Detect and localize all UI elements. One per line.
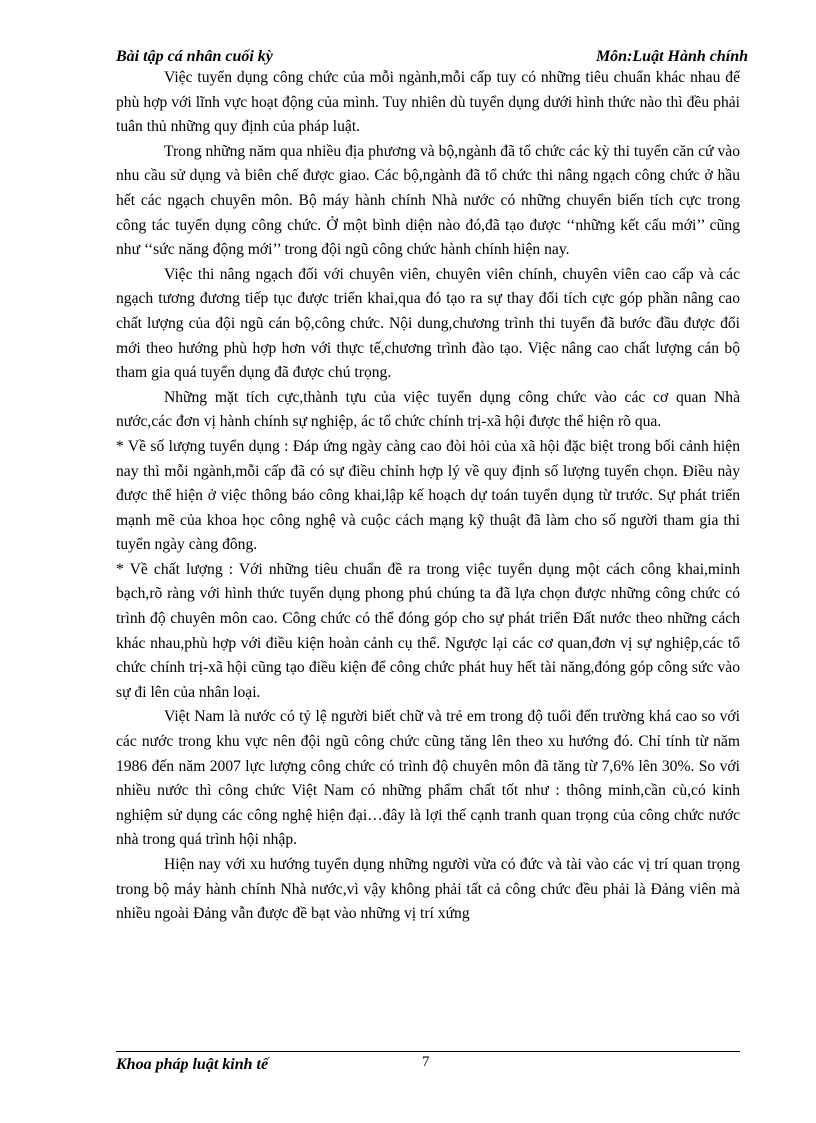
header-subject: Môn:Luật Hành chính xyxy=(595,48,748,65)
paragraph: Việc thi nâng ngạch đối với chuyên viên, chuyên viên chính, chuyên viên cao cấp và các ngạch tương đương tiếp tục được triển khai,qua đó tạo ra sự thay đổi tích cực góp phần nâng cao chất lượng của đội ngũ cán bộ,công chức. Nội dung,chương trình thi tuyển đã bước đầu được đổi mới theo hướng phù hợp hơn với thực tế,chương trình đào tạo. Việc nâng cao chất lượng cán bộ tham gia quá tuyển dụng đã được chú trọng. xyxy=(116,265,740,382)
page-number: 7 xyxy=(422,1054,430,1070)
header-course-title: Bài tập cá nhân cuối kỳ xyxy=(116,48,273,65)
page-footer xyxy=(116,1054,748,1078)
footer-faculty: Khoa pháp luật kinh tế xyxy=(116,1056,269,1073)
document-body xyxy=(116,66,740,927)
paragraph: Việt Nam là nước có tỷ lệ người biết chữ và trẻ em trong độ tuổi đến trường khá cao so với các nước trong khu vực nên đội ngũ công chức cũng tăng lên theo xu hướng đó. Chỉ tính từ năm 1986 đến năm 2007 lực lượng công chức có trình độ chuyên môn đã tăng từ 7,6% lên 30%. So với nhiều nước thì công chức Việt Nam có những phẩm chất tốt như : thông minh,cần cù,có kinh nghiệm sử dụng các công nghệ hiện đại…đây là lợi thế cạnh tranh quan trọng của công chức nước nhà trong quá trình hội nhập. xyxy=(116,708,740,849)
bullet-paragraph-quantity: * Về số lượng tuyển dụng : Đáp ứng ngày càng cao đòi hỏi của xã hội đặc biệt trong bối cảnh hiện nay thì mỗi ngành,mỗi cấp đã có sự điều chỉnh hợp lý về quy định số lượng tuyển chọn. Điều này được thể hiện ở việc thông báo công khai,lập kế hoạch dự toán tuyển dụng từ trước. Sự phát triển mạnh mẽ của khoa học công nghệ và cuộc cách mạng kỹ thuật đã làm cho số người tham gia thi tuyển ngày càng đông. xyxy=(116,437,740,554)
paragraph: Những mặt tích cực,thành tựu của việc tuyển dụng công chức vào các cơ quan Nhà nước,các đơn vị hành chính sự nghiệp, ác tổ chức chính trị-xã hội được thể hiện rõ qua. xyxy=(116,388,740,431)
paragraph: Trong những năm qua nhiều địa phương và bộ,ngành đã tổ chức các kỳ thi tuyển căn cứ vào nhu cầu sử dụng và biên chế được giao. Các bộ,ngành đã tổ chức thi nâng ngạch công chức ở hầu hết các ngạch chuyên môn. Bộ máy hành chính Nhà nước có những chuyển biến tích cực trong công tác tuyển dụng công chức. Ở một bình diện nào đó,đã tạo được ‘‘những kết cấu mới’’ cũng như ‘‘sức năng động mới’’ trong đội ngũ công chức hành chính hiện nay. xyxy=(116,142,740,259)
bullet-paragraph-quality: * Về chất lượng : Với những tiêu chuẩn đề ra trong việc tuyển dụng một cách công khai,minh bạch,rõ ràng với hình thức tuyển dụng phong phú chúng ta đã lựa chọn được những công chức có trình độ chuyên môn cao. Công chức có thể đóng góp cho sự phát triển Đất nước theo những cách khác nhau,phù hợp với điều kiện hoàn cảnh cụ thể. Ngược lại các cơ quan,đơn vị sự nghiệp,các tổ chức chính trị-xã hội cũng tạo điều kiện để công chức phát huy hết tài năng,đóng góp công sức vào sự đi lên của nhân loại. xyxy=(116,560,740,701)
footer-divider xyxy=(116,1051,740,1052)
paragraph: Hiện nay với xu hướng tuyển dụng những người vừa có đức và tài vào các vị trí quan trọng trong bộ máy hành chính Nhà nước,vì vậy không phải tất cả công chức đều phải là Đảng viên mà nhiều ngoài Đảng vẫn được đề bạt vào những vị trí xứng xyxy=(116,856,740,923)
paragraph: Việc tuyển dụng công chức của mỗi ngành,mỗi cấp tuy có những tiêu chuẩn khác nhau để phù hợp với lĩnh vực hoạt động của mình. Tuy nhiên dù tuyển dụng dưới hình thức nào thì đều phải tuân thủ những quy định của pháp luật. xyxy=(116,69,740,136)
